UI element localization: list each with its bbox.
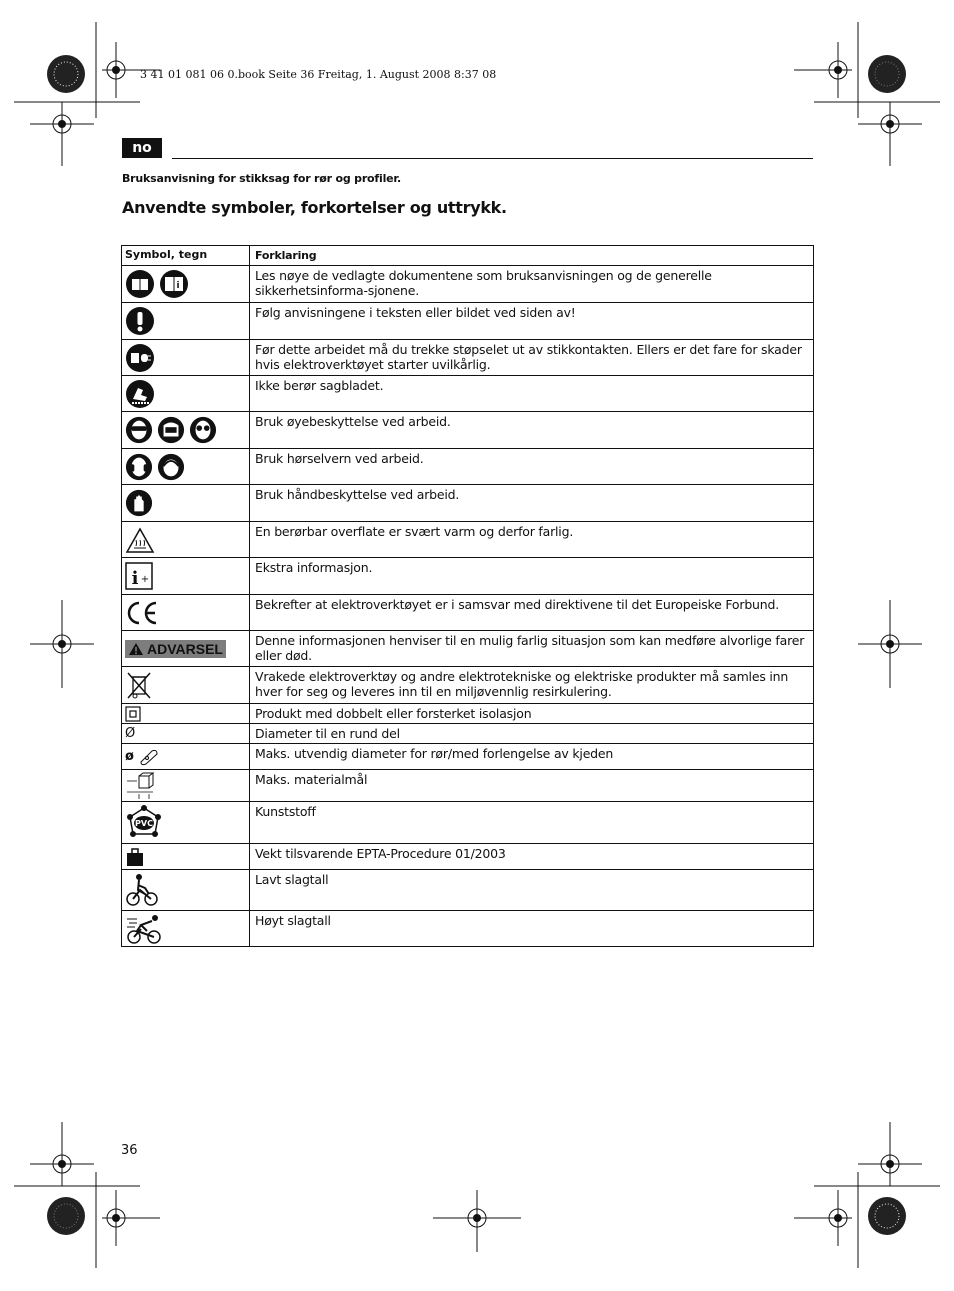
weee-bin-icon (125, 670, 153, 700)
svg-text:i: i (131, 568, 139, 589)
symbol-cell (122, 724, 250, 743)
symbol-cell (122, 770, 250, 801)
table-row (122, 844, 813, 870)
table-row (122, 770, 813, 802)
explanation-text: Diameter til en rund del (255, 726, 400, 741)
explanation-text: Kunststoff (255, 804, 316, 819)
goggles-icon (125, 416, 153, 444)
glove-icon (125, 489, 153, 517)
explanation-text: Produkt med dobbelt eller forsterket isolasjon (255, 706, 532, 721)
explanation-text: Bruk øyebeskyttelse ved arbeid. (255, 414, 451, 429)
language-badge: no (122, 138, 162, 158)
svg-text:i: i (176, 281, 180, 291)
explanation-text: Lavt slagtall (255, 872, 329, 887)
face-shield-icon (157, 416, 185, 444)
symbol-cell (122, 303, 250, 339)
table-row (122, 802, 813, 844)
page-number: 36 (121, 1143, 138, 1158)
table-row (122, 449, 813, 485)
table-row (122, 724, 813, 744)
explanation-text: Denne informasjonen henviser til en mulig farlig situasjon som kan medføre alvorlige farer eller død. (255, 633, 805, 663)
exclamation-icon (125, 306, 155, 336)
table-header-row (122, 246, 813, 266)
table-row (122, 340, 813, 376)
document-subtitle: Bruksanvisning for stikksag for rør og profiler. (122, 172, 402, 185)
pvc-icon (125, 804, 163, 842)
info-icon (125, 562, 153, 590)
symbol-cell (122, 911, 250, 946)
explanation-text: Maks. materialmål (255, 772, 368, 787)
symbol-cell (122, 595, 250, 630)
symbol-cell (122, 844, 250, 869)
explanation-text: Bruk håndbeskyttelse ved arbeid. (255, 487, 460, 502)
pvc-label: PVC (135, 818, 153, 828)
symbol-cell (122, 376, 250, 411)
table-row (122, 631, 813, 667)
symbol-cell (122, 522, 250, 557)
column-header-symbol: Symbol, tegn (122, 246, 250, 265)
table-row (122, 911, 813, 947)
symbol-cell (122, 412, 250, 448)
symbol-cell (122, 340, 250, 375)
page-title: Anvendte symboler, forkortelser og uttrykk. (122, 198, 507, 217)
table-row (122, 667, 813, 704)
table-row (122, 595, 813, 631)
ear-protection-icon (125, 453, 153, 481)
explanation-text: Ekstra informasjon. (255, 560, 373, 575)
double-insulation-icon (125, 706, 141, 722)
table-row (122, 522, 813, 558)
safety-glasses-icon (189, 416, 217, 444)
explanation-text: Bekrefter at elektroverktøyet er i samsvar med direktivene til det Europeiske Forbund. (255, 597, 780, 612)
explanation-text: Bruk hørselvern ved arbeid. (255, 451, 424, 466)
explanation-text: Maks. utvendig diameter for rør/med forlengelse av kjeden (255, 746, 614, 761)
ear-protection-icon (157, 453, 185, 481)
explanation-text: Følg anvisningene i teksten eller bildet ved siden av! (255, 305, 576, 320)
warning-triangle-icon (128, 642, 144, 656)
symbol-cell (122, 744, 250, 769)
symbol-cell (122, 485, 250, 521)
fast-cyclist-icon (125, 913, 165, 945)
hot-surface-icon (125, 526, 155, 554)
table-row (122, 376, 813, 412)
weight-icon (125, 847, 145, 867)
explanation-text: Ikke berør sagbladet. (255, 378, 384, 393)
symbol-cell (122, 266, 250, 302)
diameter-icon: Ø (125, 726, 136, 741)
symbol-cell (122, 870, 250, 910)
book-header-line: 3 41 01 081 06 0.book Seite 36 Freitag, 1. August 2008 8:37 08 (140, 68, 497, 81)
table-row (122, 266, 813, 303)
warning-label-text: ADVARSEL (147, 640, 223, 657)
ce-mark-icon (125, 600, 159, 626)
explanation-text: Før dette arbeidet må du trekke støpselet ut av stikkontakten. Ellers er det fare for skader hvis elektroverktøyet starter uvilkårlig. (255, 342, 802, 372)
explanation-text: En berørbar overflate er svært varm og derfor farlig. (255, 524, 574, 539)
symbol-cell (122, 631, 250, 666)
symbol-cell (122, 558, 250, 594)
column-header-explanation: Forklaring (255, 249, 317, 262)
no-touch-blade-icon (125, 379, 155, 409)
table-row (122, 303, 813, 340)
table-row (122, 485, 813, 522)
pipe-diameter-symbol: ø (125, 749, 134, 764)
symbol-cell (122, 802, 250, 843)
material-dim-icon (125, 772, 157, 800)
header-rule (172, 158, 813, 159)
explanation-text: Vrakede elektroverktøy og andre elektrotekniske og elektriske produkter må samles inn hver for seg og leveres inn til en miljøvennlig resirkulering. (255, 669, 789, 699)
svg-text:+: + (140, 574, 150, 585)
explanation-text: Høyt slagtall (255, 913, 331, 928)
table-row (122, 558, 813, 595)
symbol-cell (122, 667, 250, 703)
slow-cyclist-icon (125, 872, 159, 908)
table-row (122, 704, 813, 724)
symbol-cell (122, 449, 250, 484)
unplug-icon (125, 343, 155, 373)
explanation-text: Les nøye de vedlagte dokumentene som bruksanvisningen og de generelle sikkerhetsinforma-sjonene. (255, 268, 712, 298)
table-row (122, 744, 813, 770)
pipe-chain-icon (138, 748, 160, 766)
table-row (122, 870, 813, 911)
explanation-text: Vekt tilsvarende EPTA-Procedure 01/2003 (255, 846, 506, 861)
symbol-cell (122, 704, 250, 723)
warning-label (125, 640, 226, 658)
read-manual-icon (125, 269, 155, 299)
manual-info-icon (159, 269, 189, 299)
symbols-table (121, 245, 814, 947)
table-row (122, 412, 813, 449)
